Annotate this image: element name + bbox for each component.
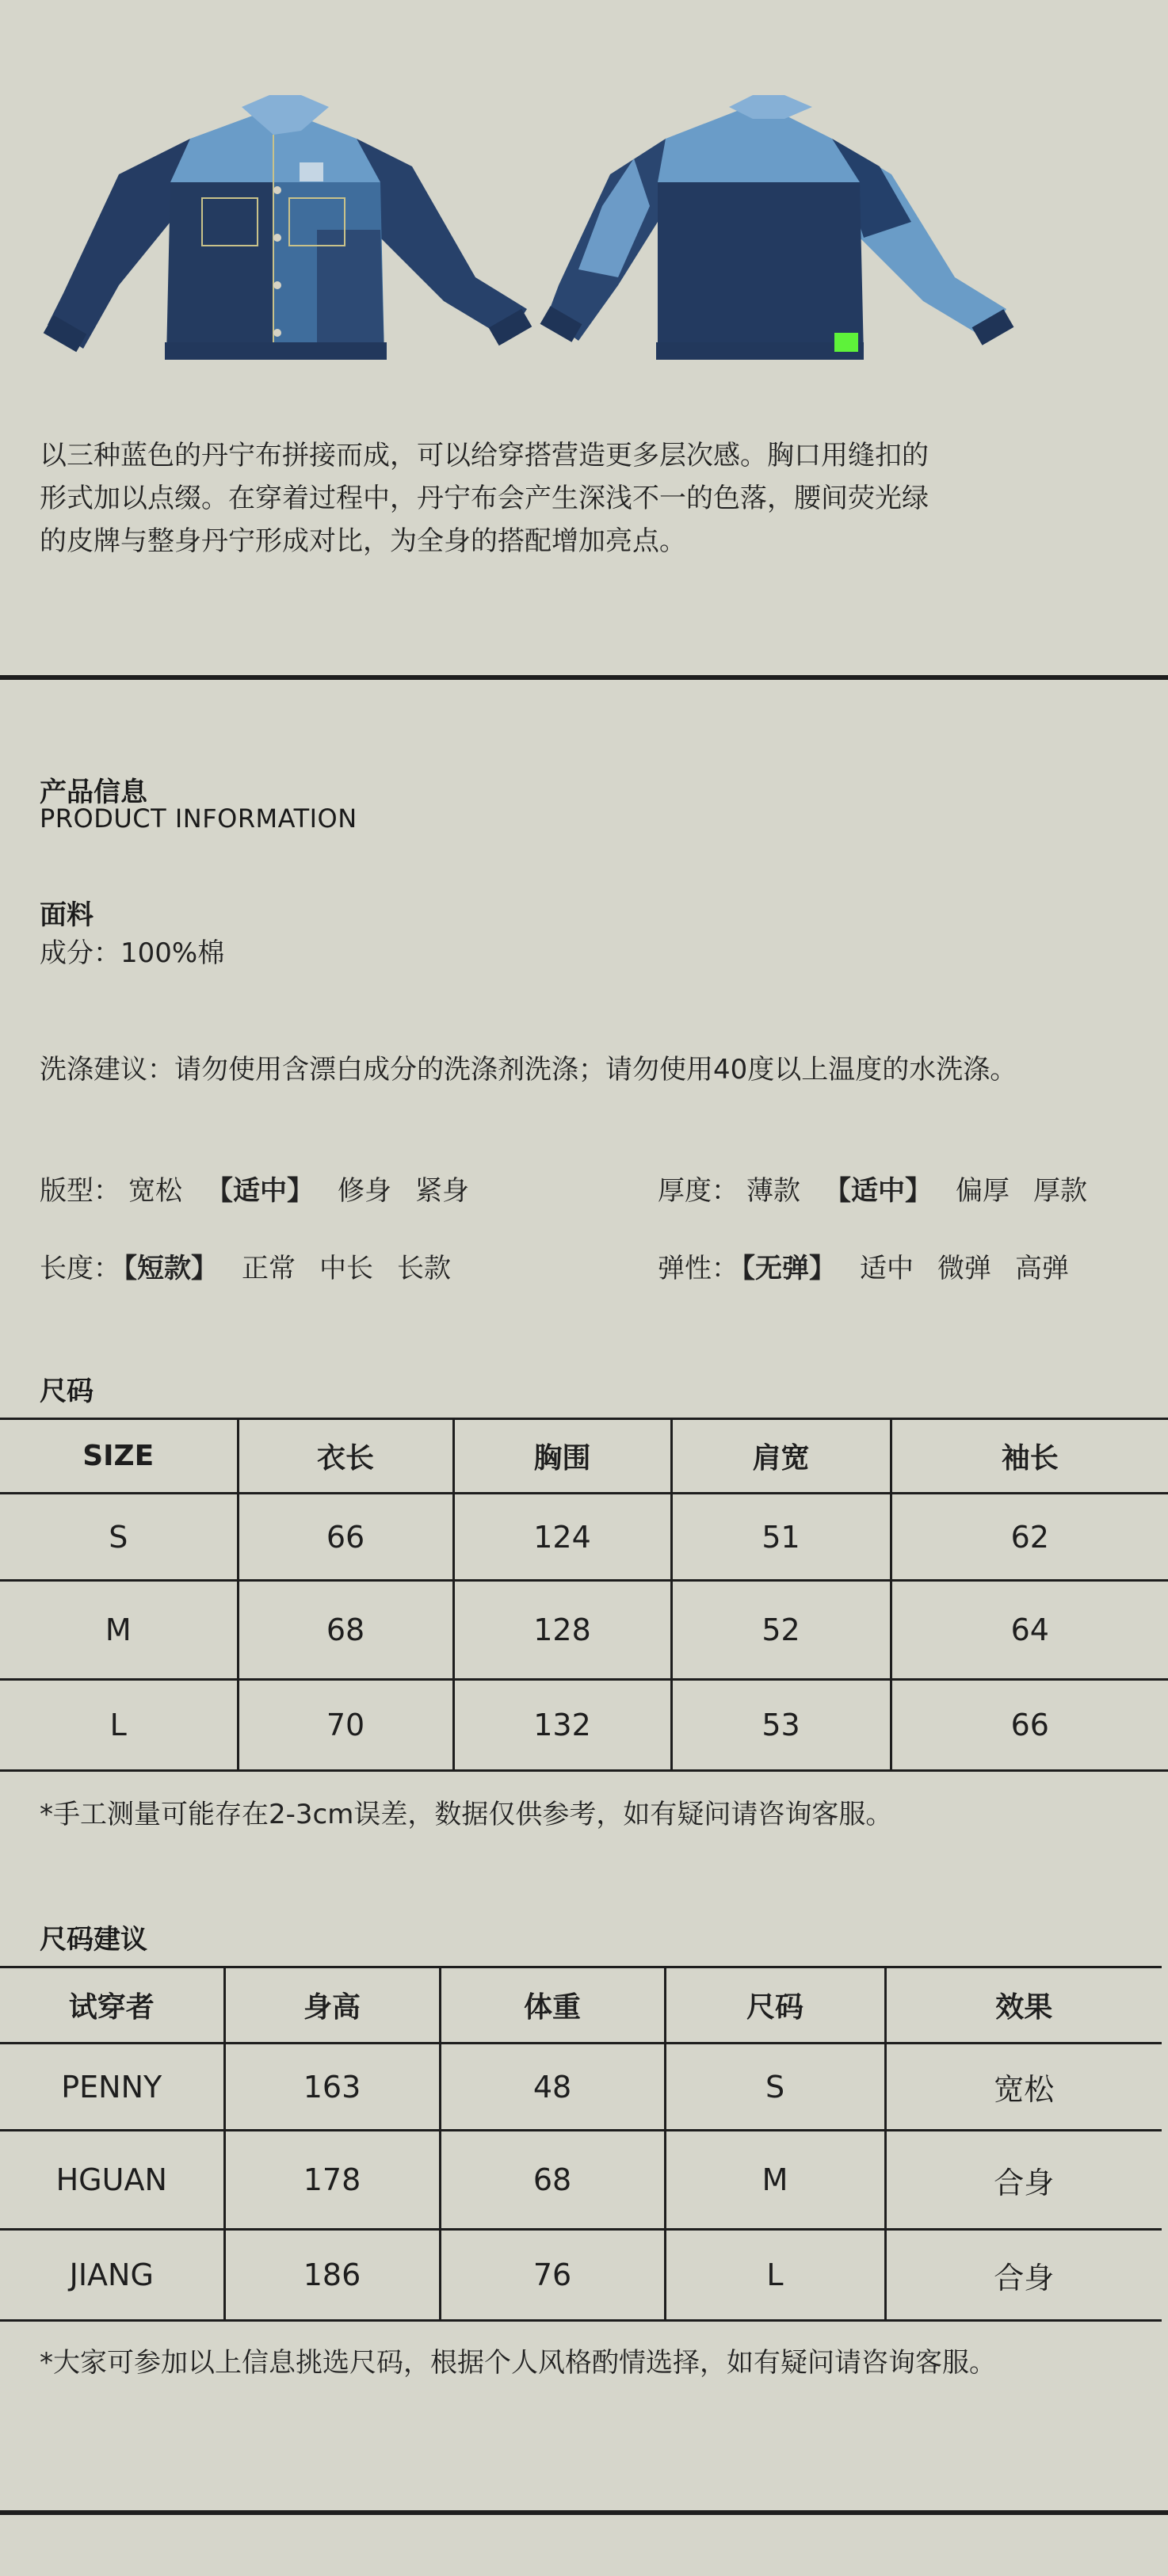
table-cell: 132 bbox=[453, 1680, 671, 1771]
attribute-fit bbox=[40, 1169, 469, 1208]
size-chart-note: *手工测量可能存在2-3cm误差，数据仅供参考，如有疑问请咨询客服。 bbox=[40, 1799, 893, 1830]
jacket-product-images bbox=[32, 87, 1038, 372]
table-header-cell: SIZE bbox=[0, 1419, 238, 1494]
product-info-title-en: PRODUCT INFORMATION bbox=[40, 803, 357, 834]
table-cell: 合身 bbox=[885, 2230, 1162, 2321]
product-info-title-cn: 产品信息 bbox=[40, 777, 147, 808]
size-advice-table bbox=[0, 1966, 1162, 2322]
table-cell: 128 bbox=[453, 1581, 671, 1680]
table-cell: HGUAN bbox=[0, 2131, 224, 2230]
table-cell: 124 bbox=[453, 1494, 671, 1581]
attribute-option: 中长 bbox=[319, 1253, 373, 1284]
table-cell: 66 bbox=[238, 1494, 453, 1581]
table-cell: 68 bbox=[440, 2131, 665, 2230]
attribute-label: 厚度： bbox=[658, 1175, 739, 1207]
table-cell: 宽松 bbox=[885, 2044, 1162, 2131]
attribute-option: 正常 bbox=[242, 1253, 296, 1284]
table-cell: M bbox=[0, 1581, 238, 1680]
washing-advice: 洗涤建议：请勿使用含漂白成分的洗涤剂洗涤；请勿使用40度以上温度的水洗涤。 bbox=[40, 1054, 1017, 1086]
table-cell: S bbox=[0, 1494, 238, 1581]
description-line: 的皮牌与整身丹宁形成对比，为全身的搭配增加亮点。 bbox=[40, 525, 686, 557]
attribute-label: 弹性： bbox=[658, 1253, 739, 1284]
jacket-back-image bbox=[540, 95, 1014, 360]
table-header-cell: 效果 bbox=[885, 1967, 1162, 2044]
attribute-option: 紧身 bbox=[415, 1175, 469, 1207]
table-cell: 53 bbox=[671, 1680, 891, 1771]
table-row bbox=[0, 2131, 1162, 2230]
description-line: 以三种蓝色的丹宁布拼接而成，可以给穿搭营造更多层次感。胸口用缝扣的 bbox=[40, 440, 929, 471]
table-header-row bbox=[0, 1419, 1168, 1494]
attribute-option: 修身 bbox=[338, 1175, 391, 1207]
table-cell: 48 bbox=[440, 2044, 665, 2131]
table-cell: 68 bbox=[238, 1581, 453, 1680]
size-chart-table bbox=[0, 1418, 1168, 1772]
table-cell: 52 bbox=[671, 1581, 891, 1680]
table-cell: 163 bbox=[224, 2044, 440, 2131]
table-row bbox=[0, 2044, 1162, 2131]
size-chart-title: 尺码 bbox=[40, 1376, 94, 1407]
attribute-option: 厚款 bbox=[1033, 1175, 1087, 1207]
table-cell: 70 bbox=[238, 1680, 453, 1771]
table-cell: 62 bbox=[891, 1494, 1168, 1581]
fabric-title: 面料 bbox=[40, 899, 94, 931]
table-cell: 64 bbox=[891, 1581, 1168, 1680]
attribute-elasticity bbox=[658, 1246, 1069, 1285]
attribute-option: 薄款 bbox=[746, 1175, 800, 1207]
attribute-option: 长款 bbox=[397, 1253, 451, 1284]
attribute-option: 宽松 bbox=[128, 1175, 182, 1207]
table-cell: L bbox=[665, 2230, 885, 2321]
table-cell: 66 bbox=[891, 1680, 1168, 1771]
fabric-composition: 成分：100%棉 bbox=[40, 937, 225, 969]
attribute-label: 长度： bbox=[40, 1253, 120, 1284]
jacket-front-image bbox=[44, 95, 532, 360]
table-cell: 186 bbox=[224, 2230, 440, 2321]
table-cell: S bbox=[665, 2044, 885, 2131]
table-row bbox=[0, 1581, 1168, 1680]
attribute-option: 微弹 bbox=[937, 1253, 991, 1284]
attribute-option-selected: 【适中】 bbox=[824, 1175, 932, 1207]
size-advice-title: 尺码建议 bbox=[40, 1924, 147, 1956]
attribute-option: 高弹 bbox=[1015, 1253, 1069, 1284]
attribute-option: 适中 bbox=[860, 1253, 914, 1284]
table-row bbox=[0, 2230, 1162, 2321]
table-header-cell: 体重 bbox=[440, 1967, 665, 2044]
table-cell: JIANG bbox=[0, 2230, 224, 2321]
attribute-length bbox=[40, 1246, 451, 1285]
table-cell: PENNY bbox=[0, 2044, 224, 2131]
attribute-option-selected: 【适中】 bbox=[206, 1175, 314, 1207]
section-divider bbox=[0, 675, 1168, 680]
table-cell: 76 bbox=[440, 2230, 665, 2321]
table-cell: 51 bbox=[671, 1494, 891, 1581]
table-cell: 合身 bbox=[885, 2131, 1162, 2230]
table-header-cell: 尺码 bbox=[665, 1967, 885, 2044]
attribute-option: 偏厚 bbox=[956, 1175, 1010, 1207]
table-header-row bbox=[0, 1967, 1162, 2044]
table-header-cell: 胸围 bbox=[453, 1419, 671, 1494]
table-row bbox=[0, 1494, 1168, 1581]
attribute-label: 版型： bbox=[40, 1175, 120, 1207]
attribute-option-selected: 【短款】 bbox=[124, 1253, 218, 1284]
table-row bbox=[0, 1680, 1168, 1771]
table-cell: M bbox=[665, 2131, 885, 2230]
table-header-cell: 身高 bbox=[224, 1967, 440, 2044]
product-description bbox=[40, 434, 1094, 563]
table-cell: 178 bbox=[224, 2131, 440, 2230]
description-line: 形式加以点缀。在穿着过程中，丹宁布会产生深浅不一的色落，腰间荧光绿 bbox=[40, 483, 929, 514]
table-header-cell: 衣长 bbox=[238, 1419, 453, 1494]
table-cell: L bbox=[0, 1680, 238, 1771]
size-advice-note: *大家可参加以上信息挑选尺码，根据个人风格酌情选择，如有疑问请咨询客服。 bbox=[40, 2347, 996, 2379]
table-header-cell: 肩宽 bbox=[671, 1419, 891, 1494]
section-divider bbox=[0, 2510, 1168, 2515]
table-header-cell: 试穿者 bbox=[0, 1967, 224, 2044]
attribute-option-selected: 【无弹】 bbox=[742, 1253, 836, 1284]
attribute-thickness bbox=[658, 1169, 1087, 1208]
table-header-cell: 袖长 bbox=[891, 1419, 1168, 1494]
